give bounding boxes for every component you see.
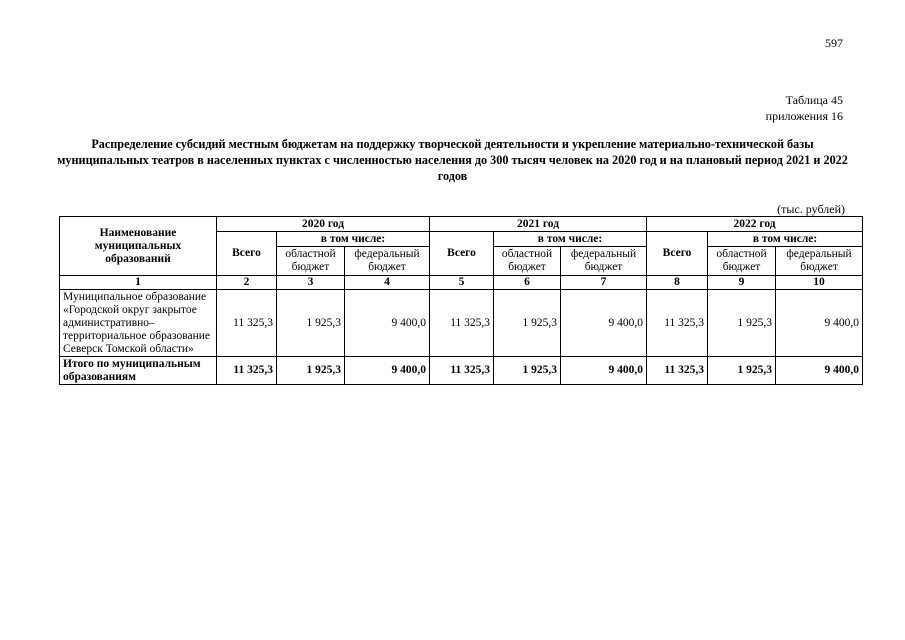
column-number: 8 [647, 276, 708, 290]
subsidy-table [59, 216, 863, 385]
table-caption [766, 92, 843, 124]
header-year-2020: 2020 год [217, 217, 430, 232]
header-total: Всего [647, 232, 708, 276]
header-including: в том числе: [494, 232, 647, 247]
total-row-name: Итого по муниципальным образованиям [60, 357, 217, 385]
column-number: 7 [561, 276, 647, 290]
page-number: 597 [825, 36, 843, 50]
total-value: 1 925,3 [277, 357, 345, 385]
cell-value: 1 925,3 [708, 290, 776, 357]
header-total: Всего [217, 232, 277, 276]
total-row [60, 357, 863, 385]
table-caption-appendix: приложения 16 [765, 109, 843, 123]
header-federal-budget: федеральный бюджет [776, 247, 863, 276]
header-name: Наименование муниципальных образований [60, 217, 217, 276]
document-title: Распределение субсидий местным бюджетам на поддержку творческой деятельности и укрепление материально-технической базы муниципальных театров в населенных пунктах с численностью населения до 300 тысяч человек на 2020 год и на плановый период 2021 и 2022 годов [57, 137, 848, 183]
header-regional-budget: областной бюджет [708, 247, 776, 276]
header-federal-budget: федеральный бюджет [345, 247, 430, 276]
header-regional-budget: областной бюджет [494, 247, 561, 276]
column-number: 6 [494, 276, 561, 290]
cell-value: 1 925,3 [277, 290, 345, 357]
column-number: 3 [277, 276, 345, 290]
column-number: 9 [708, 276, 776, 290]
column-number: 4 [345, 276, 430, 290]
cell-value: 11 325,3 [217, 290, 277, 357]
units-label: (тыс. рублей) [777, 202, 845, 216]
header-including: в том числе: [277, 232, 430, 247]
header-federal-budget: федеральный бюджет [561, 247, 647, 276]
cell-value: 11 325,3 [430, 290, 494, 357]
total-value: 1 925,3 [494, 357, 561, 385]
table-caption-number: Таблица 45 [785, 93, 843, 107]
column-number: 2 [217, 276, 277, 290]
header-regional-budget: областной бюджет [277, 247, 345, 276]
total-value: 9 400,0 [776, 357, 863, 385]
column-number: 1 [60, 276, 217, 290]
cell-value: 11 325,3 [647, 290, 708, 357]
total-value: 9 400,0 [345, 357, 430, 385]
cell-value: 9 400,0 [345, 290, 430, 357]
row-name: Муниципальное образование «Городской округ закрытое административно–территориальное образование Северск Томской области» [60, 290, 217, 357]
header-including: в том числе: [708, 232, 863, 247]
total-value: 9 400,0 [561, 357, 647, 385]
cell-value: 9 400,0 [776, 290, 863, 357]
column-number: 5 [430, 276, 494, 290]
total-value: 11 325,3 [430, 357, 494, 385]
header-year-2022: 2022 год [647, 217, 863, 232]
cell-value: 1 925,3 [494, 290, 561, 357]
cell-value: 9 400,0 [561, 290, 647, 357]
total-value: 1 925,3 [708, 357, 776, 385]
header-year-2021: 2021 год [430, 217, 647, 232]
column-number: 10 [776, 276, 863, 290]
header-total: Всего [430, 232, 494, 276]
table-row [60, 290, 863, 357]
total-value: 11 325,3 [217, 357, 277, 385]
total-value: 11 325,3 [647, 357, 708, 385]
